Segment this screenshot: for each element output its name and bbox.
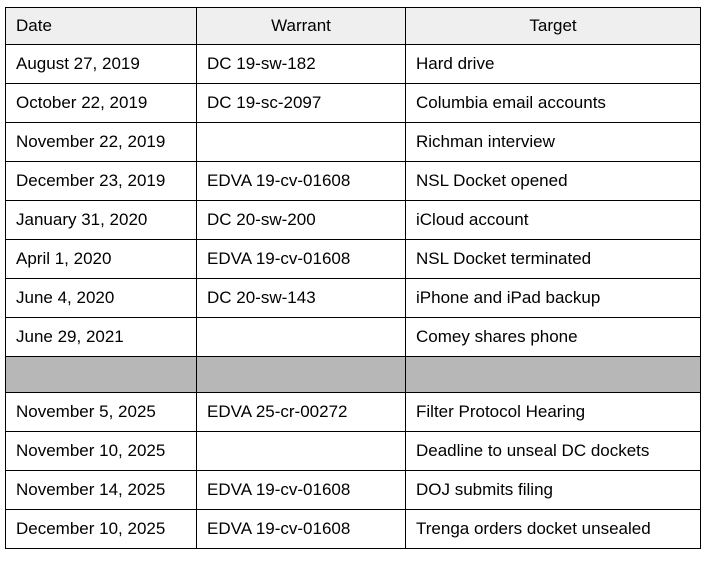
cell-target: DOJ submits filing [406,471,701,510]
cell-warrant: EDVA 19-cv-01608 [197,510,406,549]
header-warrant: Warrant [197,8,406,45]
table-row [6,393,701,432]
header-target: Target [406,8,701,45]
cell-date: November 5, 2025 [6,393,197,432]
cell-target: NSL Docket opened [406,162,701,201]
cell-warrant: EDVA 19-cv-01608 [197,162,406,201]
table-row [6,123,701,162]
cell-target: iCloud account [406,201,701,240]
table-row [6,471,701,510]
table-row [6,84,701,123]
cell-date: December 23, 2019 [6,162,197,201]
cell-target: Comey shares phone [406,318,701,357]
cell-date: June 29, 2021 [6,318,197,357]
cell-warrant: DC 19-sw-182 [197,45,406,84]
cell-target: iPhone and iPad backup [406,279,701,318]
cell-date: June 4, 2020 [6,279,197,318]
cell-warrant [197,123,406,162]
cell-warrant [197,432,406,471]
separator-cell [197,357,406,393]
cell-warrant: EDVA 19-cv-01608 [197,471,406,510]
table-row [6,201,701,240]
cell-warrant [197,318,406,357]
table-row [6,432,701,471]
cell-target: NSL Docket terminated [406,240,701,279]
cell-warrant: DC 19-sc-2097 [197,84,406,123]
cell-date: December 10, 2025 [6,510,197,549]
cell-date: January 31, 2020 [6,201,197,240]
table-row [6,45,701,84]
cell-warrant: DC 20-sw-143 [197,279,406,318]
table-row [6,240,701,279]
table-row [6,510,701,549]
header-row [6,8,701,45]
separator-row [6,357,701,393]
cell-warrant: DC 20-sw-200 [197,201,406,240]
table-row [6,279,701,318]
cell-date: April 1, 2020 [6,240,197,279]
header-date: Date [6,8,197,45]
cell-date: August 27, 2019 [6,45,197,84]
separator-cell [6,357,197,393]
cell-date: November 22, 2019 [6,123,197,162]
cell-target: Filter Protocol Hearing [406,393,701,432]
cell-target: Deadline to unseal DC dockets [406,432,701,471]
cell-target: Trenga orders docket unsealed [406,510,701,549]
cell-date: November 14, 2025 [6,471,197,510]
cell-warrant: EDVA 19-cv-01608 [197,240,406,279]
table-row [6,162,701,201]
cell-target: Hard drive [406,45,701,84]
table-row [6,318,701,357]
cell-date: October 22, 2019 [6,84,197,123]
cell-target: Richman interview [406,123,701,162]
cell-date: November 10, 2025 [6,432,197,471]
warrant-timeline-table [5,7,701,549]
cell-target: Columbia email accounts [406,84,701,123]
separator-cell [406,357,701,393]
cell-warrant: EDVA 25-cr-00272 [197,393,406,432]
